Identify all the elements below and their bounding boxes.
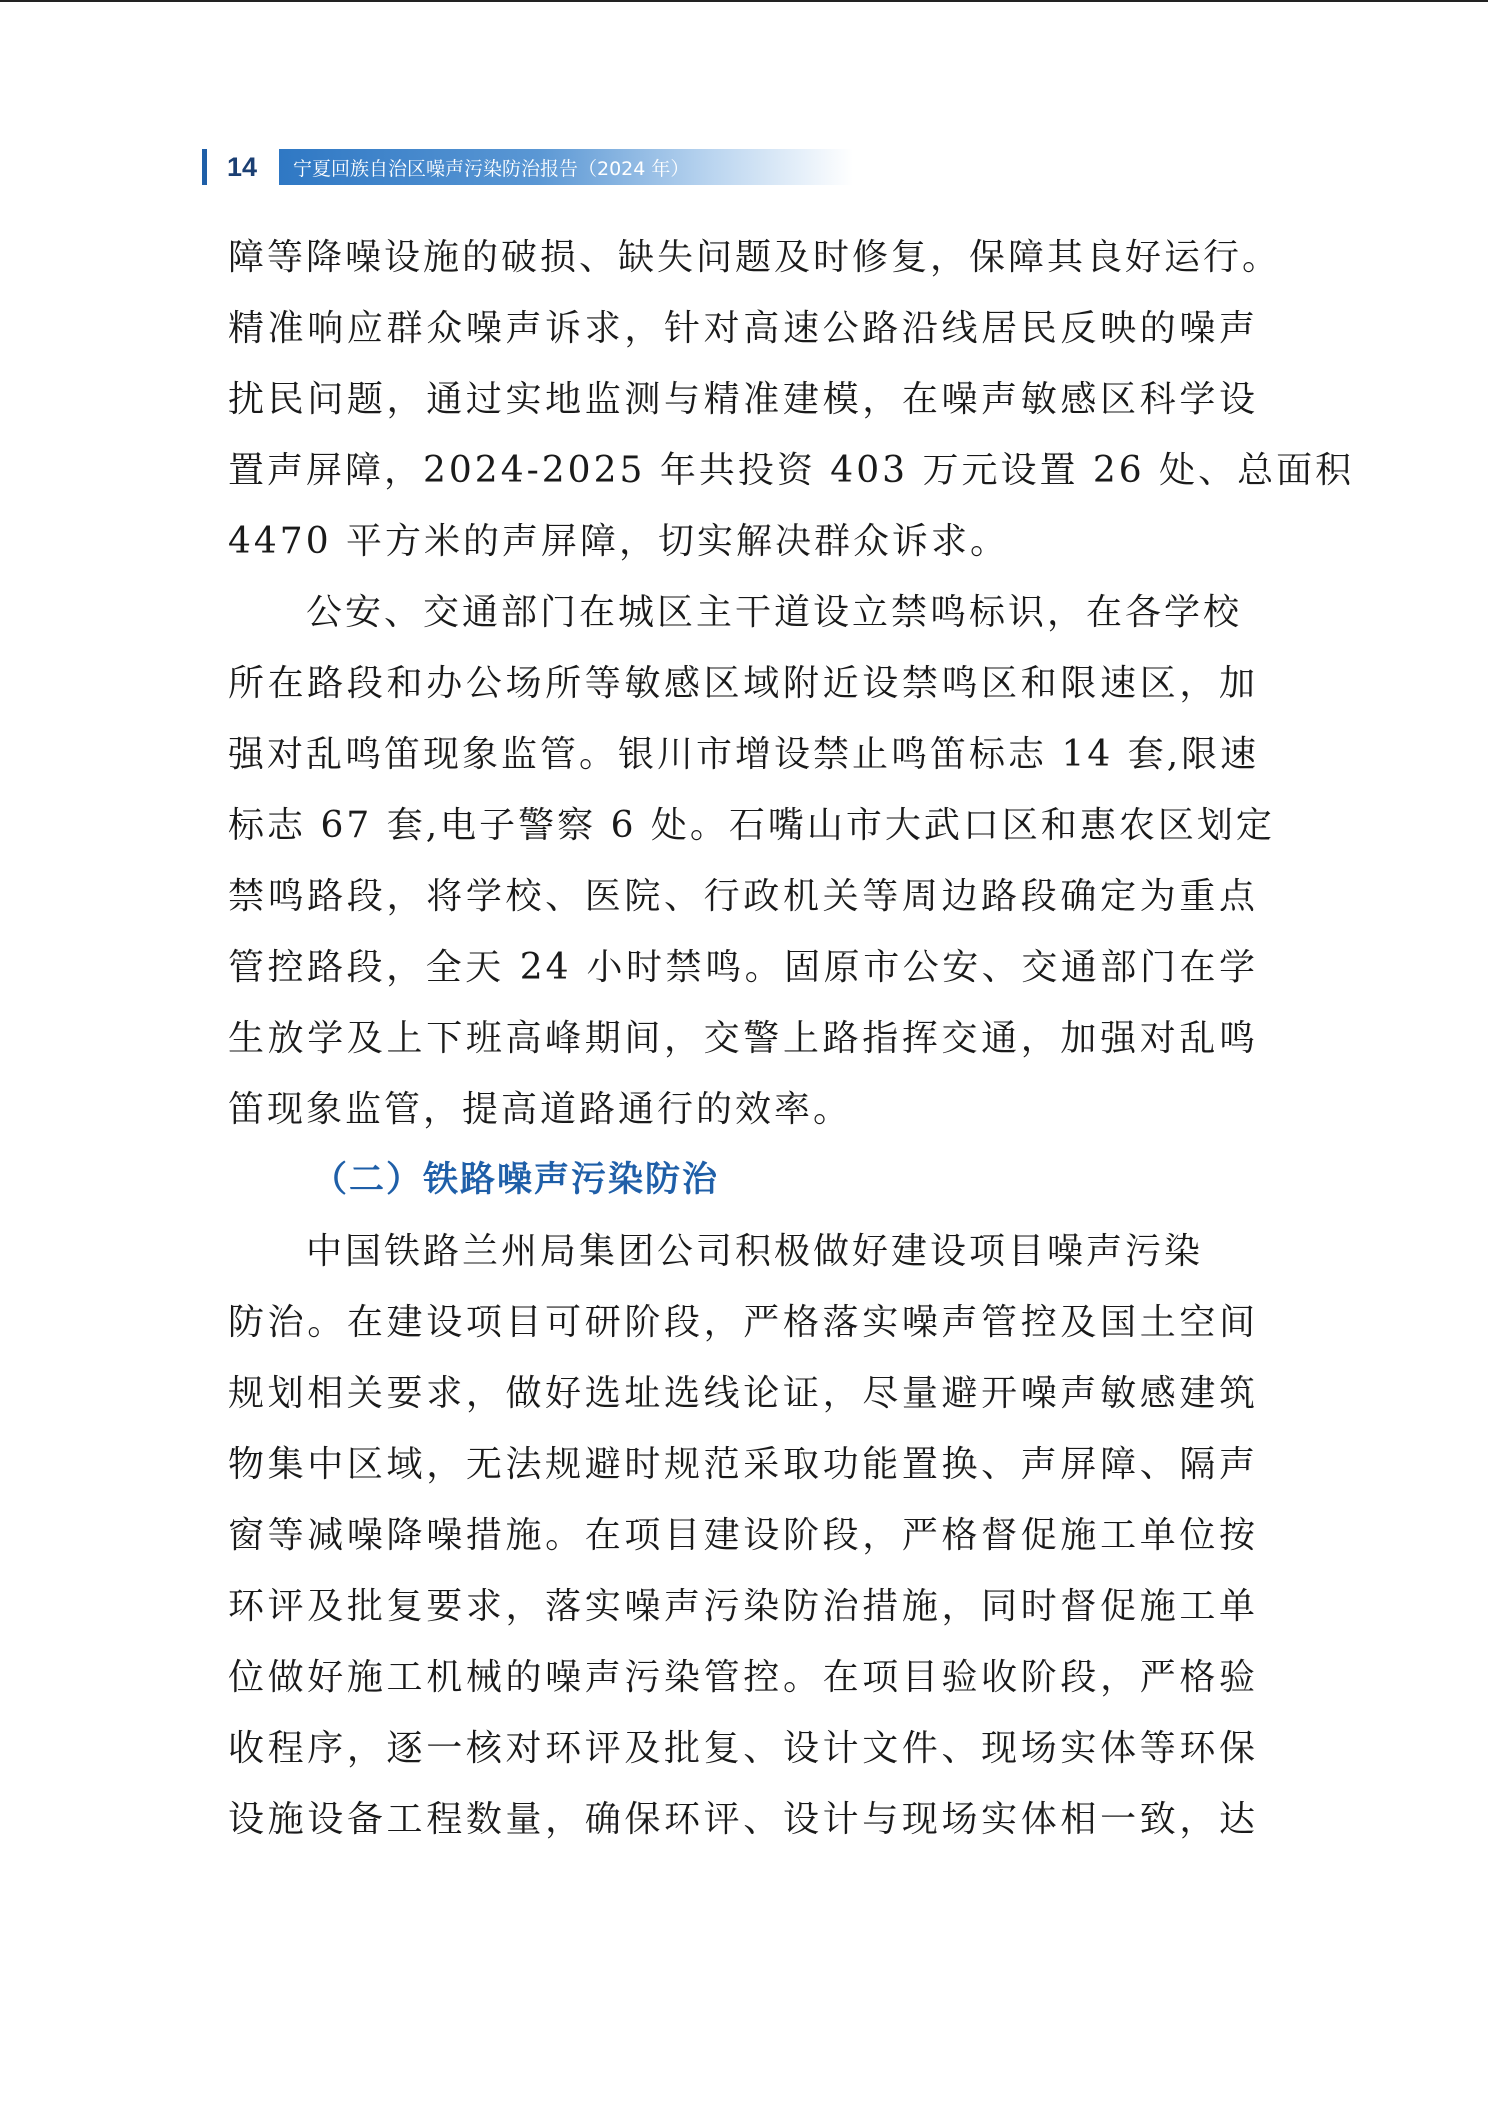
text-line: 禁鸣路段，将学校、医院、行政机关等周边路段确定为重点 bbox=[228, 876, 1258, 917]
paragraph-first-line: 中国铁路兰州局集团公司积极做好建设项目噪声污染 bbox=[306, 1231, 1204, 1272]
text-line: 生放学及上下班高峰期间，交警上路指挥交通，加强对乱鸣 bbox=[228, 1018, 1258, 1059]
text-line: 收程序，逐一核对环评及批复、设计文件、现场实体等环保 bbox=[228, 1728, 1258, 1769]
running-header bbox=[202, 148, 853, 186]
header-title-banner bbox=[279, 149, 853, 185]
text-line: 设施设备工程数量，确保环评、设计与现场实体相一致，达 bbox=[228, 1799, 1258, 1840]
text-line: 物集中区域，无法规避时规范采取功能置换、声屏障、隔声 bbox=[228, 1444, 1258, 1485]
body-text bbox=[228, 222, 1355, 1855]
text-line: 精准响应群众噪声诉求，针对高速公路沿线居民反映的噪声 bbox=[228, 308, 1258, 349]
text-line: 置声屏障，2024-2025 年共投资 403 万元设置 26 处、总面积 bbox=[228, 450, 1355, 491]
text-line: 所在路段和办公场所等敏感区域附近设禁鸣区和限速区，加 bbox=[228, 663, 1258, 704]
text-line: 4470 平方米的声屏障，切实解决群众诉求。 bbox=[228, 521, 1010, 562]
text-line: 强对乱鸣笛现象监管。银川市增设禁止鸣笛标志 14 套,限速 bbox=[228, 734, 1260, 775]
top-border-line bbox=[0, 0, 1488, 2]
text-line: 笛现象监管，提高道路通行的效率。 bbox=[228, 1089, 853, 1130]
section-heading: （二）铁路噪声污染防治 bbox=[312, 1160, 720, 1200]
text-line: 防治。在建设项目可研阶段，严格落实噪声管控及国土空间 bbox=[228, 1302, 1258, 1343]
text-line: 位做好施工机械的噪声污染管控。在项目验收阶段，严格验 bbox=[228, 1657, 1258, 1698]
text-line: 标志 67 套,电子警察 6 处。石嘴山市大武口区和惠农区划定 bbox=[228, 805, 1275, 846]
text-line: 规划相关要求，做好选址选线论证，尽量避开噪声敏感建筑 bbox=[228, 1373, 1258, 1414]
text-line: 障等降噪设施的破损、缺失问题及时修复，保障其良好运行。 bbox=[228, 237, 1282, 278]
text-line: 窗等减噪降噪措施。在项目建设阶段，严格督促施工单位按 bbox=[228, 1515, 1258, 1556]
header-accent-bar bbox=[202, 149, 207, 185]
text-line: 扰民问题，通过实地监测与精准建模，在噪声敏感区科学设 bbox=[228, 379, 1258, 420]
text-line: 环评及批复要求，落实噪声污染防治措施，同时督促施工单 bbox=[228, 1586, 1258, 1627]
header-title: 宁夏回族自治区噪声污染防治报告（2024 年） bbox=[293, 157, 690, 180]
page-number: 14 bbox=[227, 151, 258, 182]
text-line: 管控路段，全天 24 小时禁鸣。固原市公安、交通部门在学 bbox=[228, 947, 1258, 988]
paragraph-first-line: 公安、交通部门在城区主干道设立禁鸣标识，在各学校 bbox=[306, 592, 1243, 633]
